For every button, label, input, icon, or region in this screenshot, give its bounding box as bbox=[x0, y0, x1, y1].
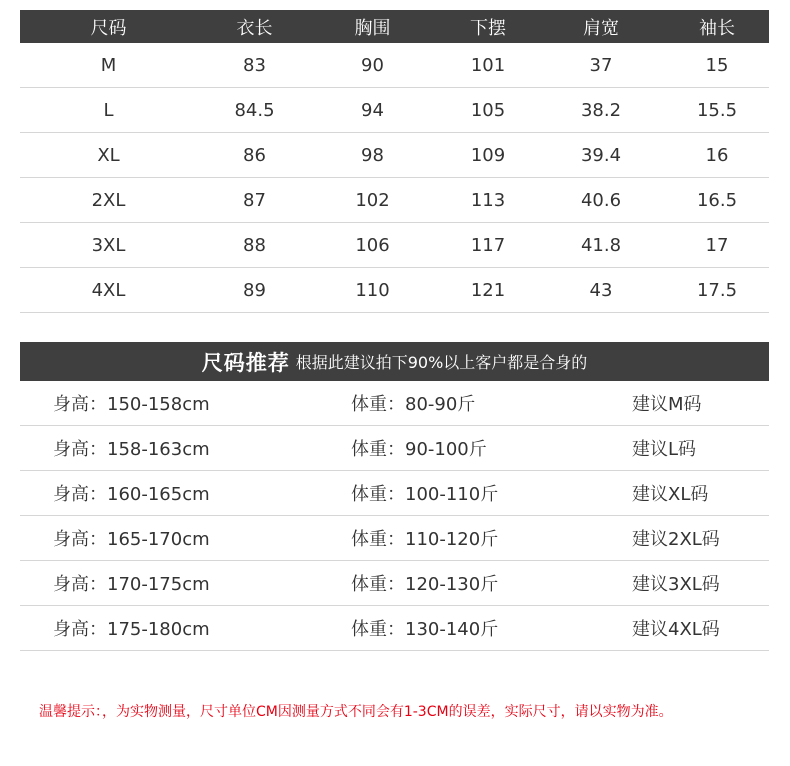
height-range: 身高：150-158cm bbox=[53, 394, 210, 415]
table-row bbox=[20, 88, 769, 133]
suggested-size: 建议XL码 bbox=[632, 484, 709, 505]
list-item bbox=[20, 516, 769, 561]
cell-shoulder: 40.6 bbox=[580, 189, 622, 211]
cell-chest: 90 bbox=[361, 54, 384, 76]
table-row bbox=[20, 43, 769, 88]
cell-hem: 105 bbox=[470, 99, 506, 121]
list-item bbox=[20, 606, 769, 651]
size-chart-table bbox=[20, 10, 769, 313]
header-shoulder: 肩宽 bbox=[583, 17, 619, 39]
suggested-size: 建议M码 bbox=[632, 394, 702, 415]
header-chest: 胸围 bbox=[354, 17, 391, 39]
cell-size: L bbox=[103, 99, 114, 121]
list-item bbox=[20, 471, 769, 516]
height-range: 身高：170-175cm bbox=[53, 574, 210, 595]
measurement-note: 温馨提示：，为实物测量，尺寸单位CM因测量方式不同会有1-3CM的误差，实际尺寸，请以实物为准。 bbox=[39, 704, 673, 720]
table-row bbox=[20, 268, 769, 313]
cell-shoulder: 43 bbox=[589, 279, 613, 301]
cell-chest: 94 bbox=[361, 99, 384, 121]
cell-sleeve: 15 bbox=[705, 54, 729, 76]
cell-hem: 121 bbox=[470, 279, 506, 301]
height-range: 身高：165-170cm bbox=[53, 529, 210, 550]
recommendation-subtitle: 根据此建议拍下90%以上客户都是合身的 bbox=[295, 353, 588, 372]
cell-size: 3XL bbox=[91, 234, 126, 256]
suggested-size: 建议3XL码 bbox=[632, 574, 720, 595]
cell-size: XL bbox=[97, 144, 120, 166]
cell-length: 87 bbox=[243, 189, 266, 211]
suggested-size: 建议L码 bbox=[632, 439, 697, 460]
suggested-size: 建议2XL码 bbox=[632, 529, 720, 550]
size-chart-header bbox=[20, 10, 769, 43]
list-item bbox=[20, 426, 769, 471]
weight-range: 体重：100-110斤 bbox=[351, 484, 499, 505]
weight-range: 体重：110-120斤 bbox=[351, 529, 499, 550]
cell-size: M bbox=[100, 54, 117, 76]
header-size: 尺码 bbox=[90, 17, 127, 39]
list-item bbox=[20, 381, 769, 426]
cell-length: 89 bbox=[243, 279, 266, 301]
cell-length: 84.5 bbox=[234, 99, 275, 121]
cell-length: 83 bbox=[243, 54, 266, 76]
cell-chest: 102 bbox=[355, 189, 390, 211]
cell-size: 2XL bbox=[91, 189, 126, 211]
cell-hem: 113 bbox=[470, 189, 506, 211]
suggested-size: 建议4XL码 bbox=[632, 619, 720, 640]
height-range: 身高：158-163cm bbox=[53, 439, 210, 460]
cell-length: 88 bbox=[243, 234, 266, 256]
recommendation-title: 尺码推荐 bbox=[201, 350, 290, 375]
cell-hem: 101 bbox=[470, 54, 506, 76]
header-length: 衣长 bbox=[236, 17, 273, 39]
recommendation-header bbox=[20, 342, 769, 381]
cell-sleeve: 17 bbox=[705, 234, 729, 256]
cell-sleeve: 16 bbox=[705, 144, 729, 166]
list-item bbox=[20, 561, 769, 606]
table-row bbox=[20, 133, 769, 178]
cell-chest: 106 bbox=[355, 234, 390, 256]
cell-shoulder: 41.8 bbox=[580, 234, 622, 256]
cell-shoulder: 39.4 bbox=[580, 144, 622, 166]
cell-hem: 109 bbox=[470, 144, 506, 166]
cell-length: 86 bbox=[243, 144, 266, 166]
header-sleeve: 袖长 bbox=[699, 17, 735, 39]
height-range: 身高：160-165cm bbox=[53, 484, 210, 505]
weight-range: 体重：130-140斤 bbox=[351, 619, 499, 640]
size-recommendation bbox=[20, 342, 769, 651]
cell-sleeve: 17.5 bbox=[696, 279, 738, 301]
table-row bbox=[20, 178, 769, 223]
weight-range: 体重：80-90斤 bbox=[351, 394, 476, 415]
cell-chest: 110 bbox=[355, 279, 390, 301]
cell-chest: 98 bbox=[361, 144, 384, 166]
table-row bbox=[20, 223, 769, 268]
cell-size: 4XL bbox=[91, 279, 126, 301]
cell-shoulder: 38.2 bbox=[580, 99, 622, 121]
cell-shoulder: 37 bbox=[589, 54, 613, 76]
cell-sleeve: 16.5 bbox=[696, 189, 738, 211]
cell-hem: 117 bbox=[470, 234, 506, 256]
cell-sleeve: 15.5 bbox=[696, 99, 738, 121]
weight-range: 体重：90-100斤 bbox=[351, 439, 487, 460]
weight-range: 体重：120-130斤 bbox=[351, 574, 499, 595]
height-range: 身高：175-180cm bbox=[53, 619, 210, 640]
header-hem: 下摆 bbox=[470, 17, 506, 39]
